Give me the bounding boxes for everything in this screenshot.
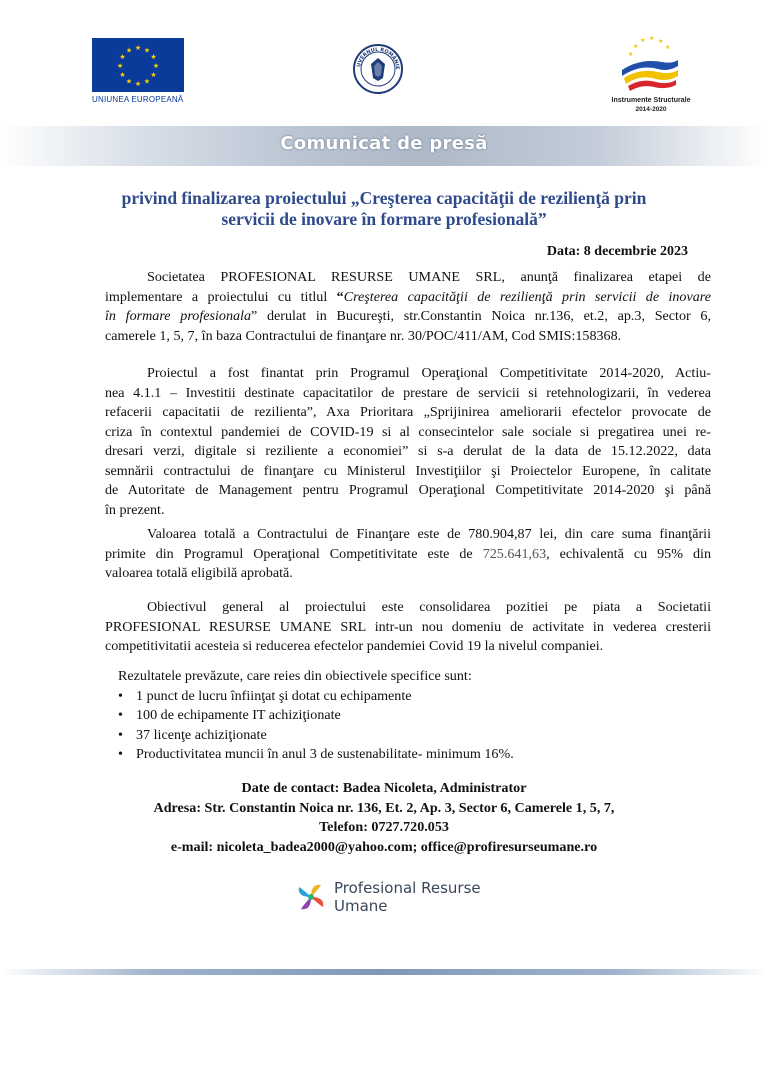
svg-text:★: ★ xyxy=(125,46,133,55)
svg-text:★: ★ xyxy=(150,53,157,61)
structural-caption-years: 2014-2020 xyxy=(635,106,667,113)
results-section xyxy=(118,667,514,765)
footer-divider xyxy=(0,969,768,975)
paragraph-line: în prezent. xyxy=(105,501,165,518)
paragraph-value xyxy=(105,525,711,584)
text-run: primite din Programul Operaţional Competitivitate este de xyxy=(105,545,483,562)
svg-text:★: ★ xyxy=(665,44,671,51)
svg-text:★: ★ xyxy=(119,71,126,79)
results-intro: Rezultatele prevăzute, care reies din obiectivele specifice sunt: xyxy=(118,668,472,684)
contact-phone: Telefon: 0727.720.053 xyxy=(319,819,449,836)
list-item: • 100 de echipamente IT achiziţionate xyxy=(136,706,514,726)
contact-address: Adresa: Str. Constantin Noica nr. 136, Et. 2, Ap. 3, Sector 6, Camerele 1, 5, 7, xyxy=(153,799,615,816)
list-item: • 1 punct de lucru înfiinţat şi dotat cu echipamente xyxy=(136,687,514,707)
headline xyxy=(70,188,698,230)
structural-caption-title: Instrumente Structurale xyxy=(611,97,691,104)
paragraph-line: dresari verzi, digitale si reziliente a economiei” si s-a derulat de la data de 15.12.2022, data xyxy=(105,443,711,459)
paragraph-line: Proiectul a fost finantat prin Programul Operaţional Competitivitate 2014-2020, Actiu- xyxy=(147,365,711,381)
svg-text:★: ★ xyxy=(152,62,160,70)
svg-text:GUVERNUL ROMÂNIEI: UVERNUL ROMÂNIE xyxy=(356,46,401,70)
company-name-line: Profesional Resurse xyxy=(334,879,481,897)
eu-stars-icon xyxy=(92,38,184,92)
eu-caption: UNIUNEA EUROPEANĂ xyxy=(92,95,184,104)
svg-text:★: ★ xyxy=(658,38,664,45)
text-run: , echivalentă cu 95% din xyxy=(546,545,711,562)
release-date: Data: 8 decembrie 2023 xyxy=(546,244,688,259)
structural-instruments-icon xyxy=(618,34,682,92)
svg-text:★: ★ xyxy=(119,53,126,61)
project-title-italic: Creşterea capacităţii de rezilienţă prin servicii de inovare xyxy=(343,288,711,305)
svg-text:★: ★ xyxy=(134,80,142,88)
svg-text:★: ★ xyxy=(143,46,151,55)
structural-instruments-caption xyxy=(596,96,706,114)
paragraph-line: Societatea PROFESIONAL RESURSE UMANE SRL, anunţă finalizarea etapei de xyxy=(147,269,711,285)
paragraph-line xyxy=(105,545,711,565)
svg-text:★: ★ xyxy=(143,77,151,86)
svg-text:★: ★ xyxy=(134,44,142,52)
svg-text:★: ★ xyxy=(640,37,646,44)
headline-line: servicii de inovare în formare profesională” xyxy=(221,209,547,229)
company-logo-icon xyxy=(293,879,329,915)
paragraph-line: de Autoritate de Management pentru Programul Operaţional Competitivitate 2014-2020 şi până xyxy=(105,482,711,498)
results-list xyxy=(118,687,514,765)
svg-text:★: ★ xyxy=(633,43,639,50)
list-item: • 37 licenţe achiziţionate xyxy=(136,726,514,746)
svg-text:★: ★ xyxy=(116,62,124,70)
paragraph-line xyxy=(105,288,711,308)
paragraph-line: refacerii capacitatii de rezilienta”, Axa Prioritara „Sprijinirea ameliorarii efectelor provocate de xyxy=(105,404,711,420)
contact-block xyxy=(80,779,688,858)
contact-person: Date de contact: Badea Nicoleta, Administrator xyxy=(241,780,527,796)
company-name-line: Umane xyxy=(334,897,388,915)
seal-icon xyxy=(353,44,403,94)
text-run: ” derulat in Bucureşti, str.Constantin Noica nr.136, et.2, ap.3, Sector 6, xyxy=(251,308,711,324)
paragraph-line: criza în contextul pandemiei de COVID-19 si al consecintelor sale sociale si pregatirea unei re- xyxy=(105,423,711,440)
svg-text:★: ★ xyxy=(125,77,133,86)
quote-mark: “ xyxy=(336,288,344,305)
romanian-government-seal xyxy=(353,44,403,94)
list-item: • Productivitatea muncii în anul 3 de sustenabilitate- minimum 16%. xyxy=(136,745,514,765)
paragraph-line: nea 4.1.1 – Investitii destinate capacitatilor de prestare de servicii si retehnologizarii, în vederea xyxy=(105,384,711,401)
paragraph-line: Obiectivul general al proiectului este consolidarea pozitiei pe piata a Societatii xyxy=(147,599,711,615)
financing-amount: 725.641,63 xyxy=(482,545,547,562)
paragraph-intro xyxy=(105,268,711,346)
paragraph-line: competitivitatii acesteia si reducerea efectelor pandemiei Covid 19 la nivelul companiei. xyxy=(105,638,604,654)
text-run: , în baza Contractului de finanţare nr. 30/POC/411/AM, Cod SMIS:158368. xyxy=(194,327,622,344)
paragraph-line: PROFESIONAL RESURSE UMANE SRL intr-un nou domeniu de activitate in vederea cresterii xyxy=(105,618,711,635)
paragraph-objective xyxy=(105,598,711,657)
paragraph-line: Valoarea totală a Contractului de Finanţare este de 780.904,87 lei, din care suma finanţării xyxy=(147,526,711,542)
banner-title: Comunicat de presă xyxy=(280,133,488,154)
svg-text:★: ★ xyxy=(628,51,634,58)
project-title-italic: în formare profesionala xyxy=(105,308,252,324)
eu-flag-logo xyxy=(92,38,184,92)
paragraph-line: valoarea totală eligibilă aprobată. xyxy=(105,565,293,581)
paragraph-line: semnării contractului de finanţare cu Ministerul Investiţiilor şi Proiectelor Europene, în calitate xyxy=(105,462,711,479)
swirl-icon xyxy=(293,879,329,915)
paragraph-financing xyxy=(105,364,711,520)
text-run: camerele 1, 5, 7 xyxy=(105,327,195,344)
paragraph-line xyxy=(105,327,711,347)
headline-line: privind finalizarea proiectului „Creşterea capacităţii de rezilienţă prin xyxy=(121,188,647,208)
paragraph-line xyxy=(105,307,711,327)
text-run: implementare a proiectului cu titlul xyxy=(105,288,337,305)
svg-text:★: ★ xyxy=(649,35,655,42)
svg-text:★: ★ xyxy=(150,71,157,79)
contact-email: e-mail: nicoleta_badea2000@yahoo.com; office@profiresurseumane.ro xyxy=(170,839,598,856)
company-logo-text xyxy=(334,879,481,915)
structural-instruments-logo xyxy=(618,34,682,92)
